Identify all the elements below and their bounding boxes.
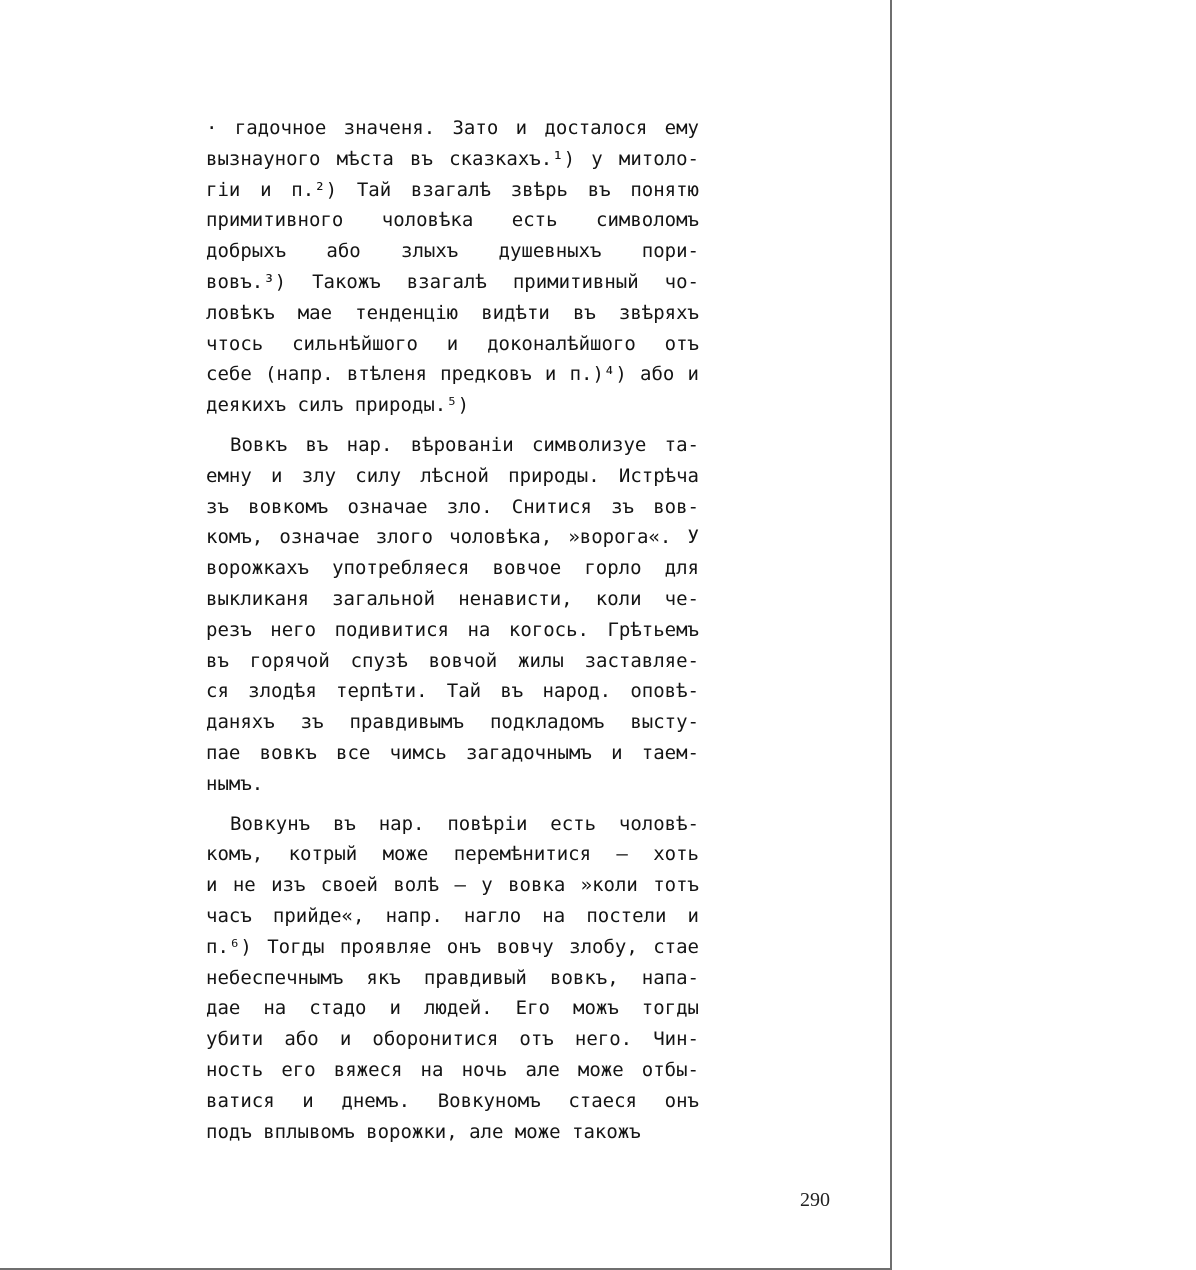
text-line: добрыхъ або злыхъ душевныхъ пори- (206, 240, 699, 263)
text-line: деякихъ силъ природы.⁵) (206, 394, 470, 417)
text-line: даняхъ зъ правдивымъ подкладомъ высту- (206, 711, 699, 734)
text-line: Вовкъ въ нар. вѣрованіи символизуе та- (230, 433, 699, 456)
text-line: Вовкунъ въ нар. повѣріи есть чоловѣ- (230, 812, 699, 835)
text-line: дае на стадо и людей. Его можъ тогды (206, 997, 699, 1020)
paragraph (206, 809, 699, 1148)
text-line: ся злодѣя терпѣти. Тай въ народ. оповѣ- (206, 680, 699, 703)
text-line: ловѣкъ мае тенденцію видѣти въ звѣряхъ (206, 301, 699, 324)
text-line: подъ вплывомъ ворожки, але може такожъ (206, 1120, 641, 1143)
paragraph (206, 430, 699, 800)
text-line: п.⁶) Тогды проявляе онъ вовчу злобу, стае (206, 935, 699, 958)
text-line: чтось сильнѣйшого и доконалѣйшого отъ (206, 332, 699, 355)
text-line: вызнауного мѣста въ сказкахъ.¹) у митоло- (206, 147, 699, 170)
text-line: пае вовкъ все чимсь загадочнымъ и таем- (206, 741, 699, 764)
text-line: себе (напр. втѣленя предковъ и п.)⁴) або и (206, 363, 699, 386)
text-line: ность его вяжеся на ночь але може отбы- (206, 1058, 699, 1081)
text-line: выкликаня загальной ненависти, коли че- (206, 587, 699, 610)
text-line: комъ, означае злого чоловѣка, »ворога«. У (206, 526, 699, 549)
text-line: убити або и оборонитися отъ него. Чин- (206, 1028, 699, 1051)
text-line: · гадочное значеня. Зато и досталося ему (206, 117, 699, 139)
text-line: резъ него подивитися на когось. Грѣтьемъ (206, 618, 699, 641)
text-line: въ горячой спузѣ вовчой жилы заставляе- (206, 649, 699, 672)
text-line: емну и злу силу лѣсной природы. Истрѣча (206, 464, 699, 487)
text-line: нымъ. (206, 772, 264, 795)
text-line: и не изъ своей волѣ — у вовка »коли тотъ (206, 874, 699, 897)
text-line: примитивного чоловѣка есть символомъ (206, 209, 699, 232)
text-line: зъ вовкомъ означае зло. Снитися зъ вов- (206, 495, 699, 518)
text-line: вовъ.³) Такожъ взагалѣ примитивный чо- (206, 270, 699, 293)
page-number: 290 (800, 1189, 830, 1211)
paragraph (206, 113, 699, 421)
text-line: ворожкахъ употребляеся вовчое горло для (206, 557, 699, 580)
body-text (206, 113, 699, 1147)
text-line: небеспечнымъ якъ правдивый вовкъ, напа- (206, 966, 699, 989)
text-line: комъ, котрый може перемѣнитися — хоть (206, 843, 699, 866)
text-line: гіи и п.²) Тай взагалѣ звѣрь въ понятю (206, 178, 699, 201)
text-line: ватися и днемъ. Вовкуномъ стаеся онъ (206, 1089, 699, 1112)
text-line: часъ прийде«, напр. нагло на постели и (206, 904, 699, 927)
